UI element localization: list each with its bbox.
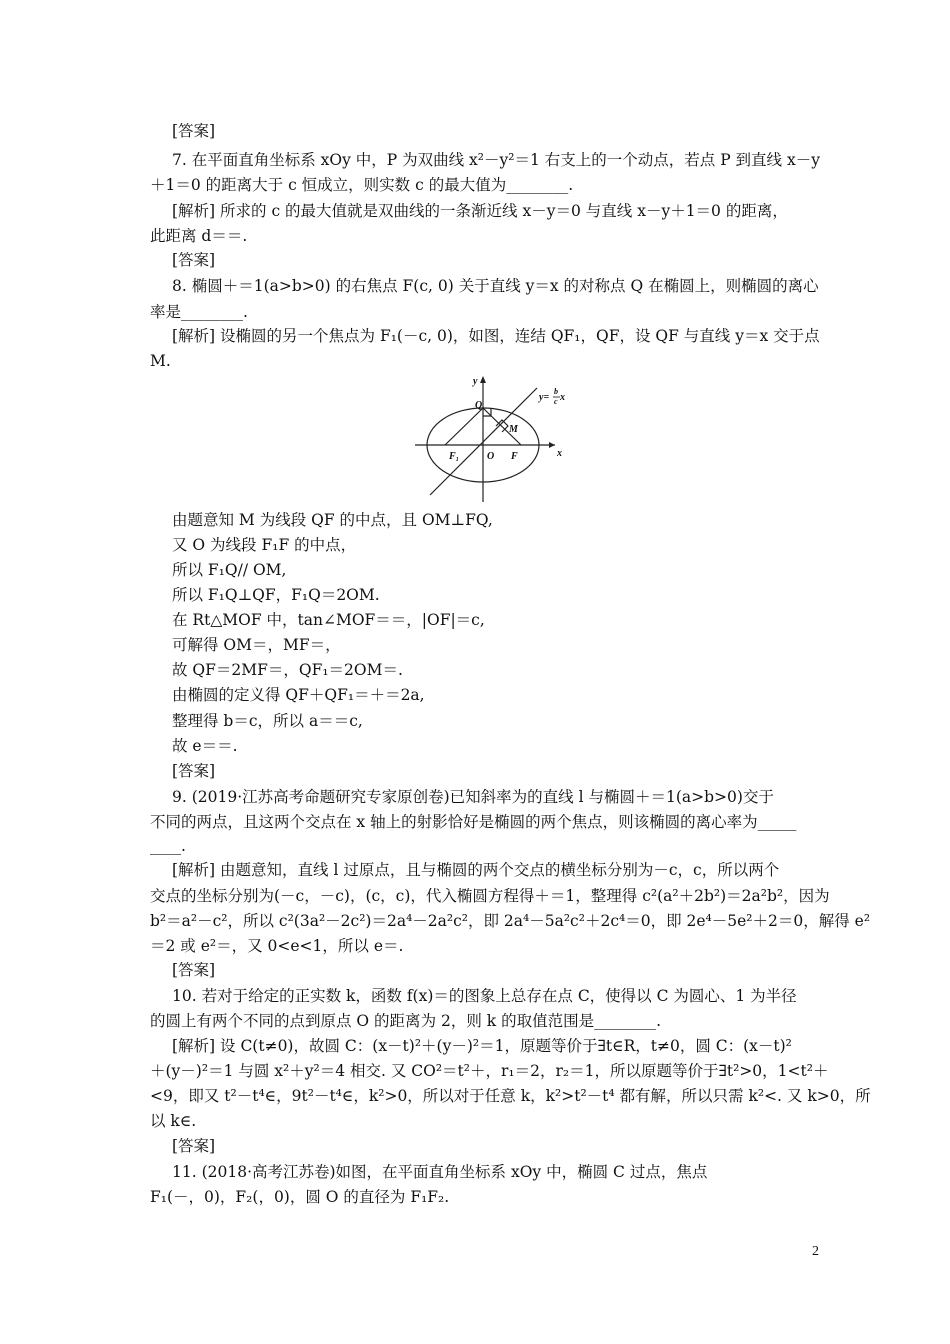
text-line: 7. 在平面直角坐标系 xOy 中，P 为双曲线 x²－y²＝1 右支上的一个动点，若点 P 到直线 x－y xyxy=(172,151,820,169)
segment-f1q xyxy=(445,408,483,445)
label-line-num: b xyxy=(554,387,558,396)
text-line: <9，即又 t²－t⁴∈，9t²－t⁴∈，k²>0，所以对于任意 k，k²>t²－t⁴ 都有解，所以只需 k²<. 又 k>0，所 xyxy=(150,1087,871,1105)
text-line: ＋1＝0 的距离大于 c 恒成立，则实数 c 的最大值为________. xyxy=(150,176,574,194)
text-line: 的圆上有两个不同的点到原点 O 的距离为 2，则 k 的取值范围是________. xyxy=(150,1012,662,1030)
text-line: ＋(y－)²＝1 与圆 x²＋y²＝4 相交. 又 CO²＝t²＋，r₁＝2，r₂＝1，所以原题等价于∃t²>0，1<t²＋ xyxy=(150,1062,829,1080)
label-line-right: x xyxy=(560,392,565,403)
text-line: [答案] xyxy=(172,1137,216,1155)
text-line: [答案] xyxy=(172,762,216,780)
text-line: ____. xyxy=(150,837,186,855)
label-f: F xyxy=(511,451,518,462)
label-x-axis: x xyxy=(557,448,562,459)
text-line: 10. 若对于给定的正实数 k，函数 f(x)＝的图象上总存在点 C，使得以 C 为圆心、1 为半径 xyxy=(172,987,797,1005)
label-origin: O xyxy=(487,451,495,462)
page-number: 2 xyxy=(812,1244,819,1259)
x-axis-arrow xyxy=(549,442,555,448)
text-line: [答案] xyxy=(172,251,216,269)
text-line: 整理得 b＝c，所以 a＝＝c, xyxy=(172,712,363,730)
label-q: Q xyxy=(475,400,483,411)
text-line: 此距离 d＝＝. xyxy=(150,227,248,245)
text-line: 8. 椭圆＋＝1(a>b>0) 的右焦点 F(c, 0) 关于直线 y＝x 的对称点 Q 在椭圆上，则椭圆的离心 xyxy=(172,277,819,295)
label-f1: F₁ xyxy=(449,451,460,462)
text-line: 所以 F₁Q⊥QF，F₁Q＝2OM. xyxy=(172,586,380,604)
text-line: 率是________. xyxy=(150,303,248,321)
text-line: 可解得 OM＝，MF＝， xyxy=(172,636,341,654)
text-line: 由题意知 M 为线段 QF 的中点，且 OM⊥FQ, xyxy=(172,511,493,529)
text-line: [解析] 所求的 c 的最大值就是双曲线的一条渐近线 x－y＝0 与直线 x－y＋1＝0 的距离， xyxy=(172,202,788,220)
text-line: [解析] 设 C(t≠0)，故圆 C：(x－t)²＋(y－)²＝1，原题等价于∃t∈R，t≠0，圆 C：(x－t)² xyxy=(172,1037,792,1055)
ellipse-figure xyxy=(405,370,590,505)
text-line: ＝2 或 e²＝，又 0<e<1，所以 e＝. xyxy=(150,937,404,955)
text-line: 以 k∈. xyxy=(150,1112,197,1130)
text-line: [答案] xyxy=(172,122,216,140)
text-line: 由椭圆的定义得 QF＋QF₁＝＋＝2a, xyxy=(172,686,425,704)
y-axis-arrow xyxy=(480,376,486,383)
text-line: 不同的两点，且这两个交点在 x 轴上的射影恰好是椭圆的两个焦点，则该椭圆的离心率为_____ xyxy=(150,813,797,831)
text-line: 故 e＝＝. xyxy=(172,737,238,755)
text-line: F₁(－，0)，F₂(，0)，圆 O 的直径为 F₁F₂. xyxy=(150,1188,450,1206)
text-line: b²＝a²－c²，所以 c²(3a²－2c²)＝2a⁴－2a²c²，即 2a⁴－5a²c²＋2c⁴＝0，即 2e⁴－5e²＋2＝0，解得 e² xyxy=(150,912,871,930)
text-line: M. xyxy=(150,352,171,370)
text-line: [解析] 设椭圆的另一个焦点为 F₁(－c, 0)，如图，连结 QF₁，QF，设 QF 与直线 y＝x 交于点 xyxy=(172,327,820,345)
label-line-den: c xyxy=(554,397,558,406)
text-line: 9. (2019·江苏高考命题研究专家原创卷)已知斜率为的直线 l 与椭圆＋＝1(a>b>0)交于 xyxy=(172,788,774,806)
text-line: 又 O 为线段 F₁F 的中点， xyxy=(172,536,357,554)
label-line-left: y= xyxy=(539,392,550,403)
text-line: [答案] xyxy=(172,961,216,979)
label-m: M xyxy=(509,424,518,435)
text-line: 所以 F₁Q// OM, xyxy=(172,561,287,579)
text-line: 故 QF＝2MF＝，QF₁＝2OM＝. xyxy=(172,661,403,679)
text-line: 在 Rt△MOF 中，tan∠MOF＝＝，|OF|＝c, xyxy=(172,611,485,629)
label-y-axis: y xyxy=(473,376,478,387)
text-line: 11. (2018·高考江苏卷)如图，在平面直角坐标系 xOy 中，椭圆 C 过点，焦点 xyxy=(172,1163,708,1181)
text-line: 交点的坐标分别为(－c，－c)，(c，c)，代入椭圆方程得＋＝1，整理得 c²(a²＋2b²)＝2a²b²，因为 xyxy=(150,887,830,905)
text-line: [解析] 由题意知，直线 l 过原点，且与椭圆的两个交点的横坐标分别为－c，c，所以两个 xyxy=(172,861,780,879)
